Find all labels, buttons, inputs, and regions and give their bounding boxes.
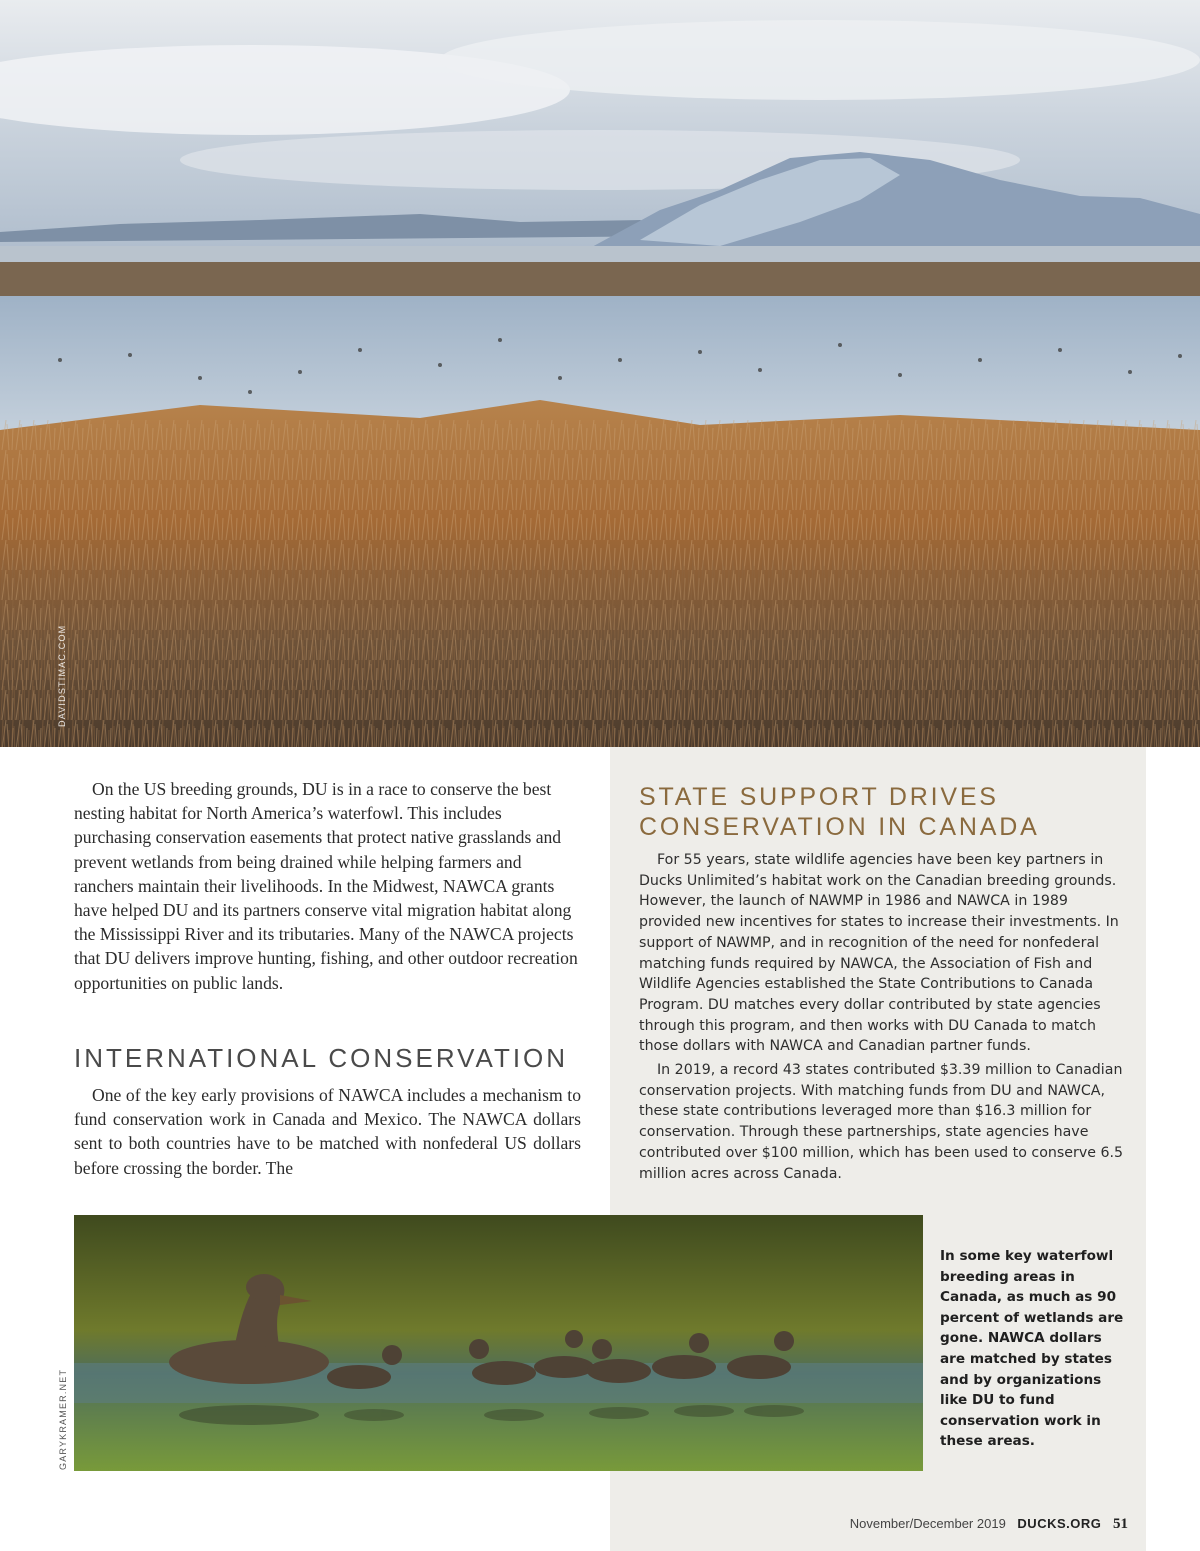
sidebar-heading: STATE SUPPORT DRIVES CONSERVATION IN CANADA <box>639 783 1040 841</box>
wetland-landscape-image <box>0 0 1200 747</box>
sidebar-paragraph-1: For 55 years, state wildlife agencies have been key partners in Ducks Unlimited’s habitat work on the Canadian breeding grounds. However, the launch of NAWMP in 1986 and NAWCA in 1989 provided new incentives for states to increase their investments. In support of NAWMP, and in recognition of the need for nonfederal matching funds required by NAWCA, the Association of Fish and Wildlife Agencies established the State Contributions to Canada Program. DU matches every dollar contributed by state agencies through this program, and then works with DU Canada to match those dollars with NAWCA and Canadian partner funds. <box>639 852 1119 1055</box>
issue-date: November/December 2019 <box>849 1516 1006 1531</box>
hen-and-ducklings-image <box>74 1215 923 1471</box>
photo-caption: In some key waterfowl breeding areas in Canada, as much as 90 percent of wetlands are gone. NAWCA dollars are matched by states and by organizations like DU to fund conservation work in these areas. <box>940 1248 1124 1450</box>
duck-photo-credit: GARYKRAMER.NET <box>58 1368 68 1470</box>
article-section-paragraph: One of the key early provisions of NAWCA includes a mechanism to fund conservation work in Canada and Mexico. The NAWCA dollars sent to both countries have to be matched with nonfederal US dollars before crossing the border. The <box>74 1085 581 1178</box>
page-number: 51 <box>1113 1516 1128 1532</box>
hero-photo-credit: DAVIDSTIMAC.COM <box>57 624 67 727</box>
hero-photo <box>0 0 1200 747</box>
site-url: DUCKS.ORG <box>1017 1516 1102 1531</box>
section-heading: INTERNATIONAL CONSERVATION <box>74 1043 569 1073</box>
article-intro-paragraph: On the US breeding grounds, DU is in a race to conserve the best nesting habitat for North America’s waterfowl. This includes purchasing conservation easements that protect native grasslands and prevent wetlands from being drained while helping farmers and ranchers maintain their livelihoods. In the Midwest, NAWCA grants have helped DU and its partners conserve vital migration habitat along the Mississippi River and its tributaries. Many of the NAWCA projects that DU delivers improve hunting, fishing, and other outdoor recreation opportunities on public lands. <box>74 779 578 993</box>
sidebar-paragraph-2: In 2019, a record 43 states contributed $3.39 million to Canadian conservation projects. With matching funds from DU and NAWCA, these state contributions leveraged more than $16.3 million for conservation. Through these partnerships, state agencies have contributed over $100 million, which has been used to conserve 6.5 million acres across Canada. <box>639 1062 1124 1182</box>
page-footer <box>850 1516 1128 1533</box>
duck-photo <box>74 1215 923 1471</box>
